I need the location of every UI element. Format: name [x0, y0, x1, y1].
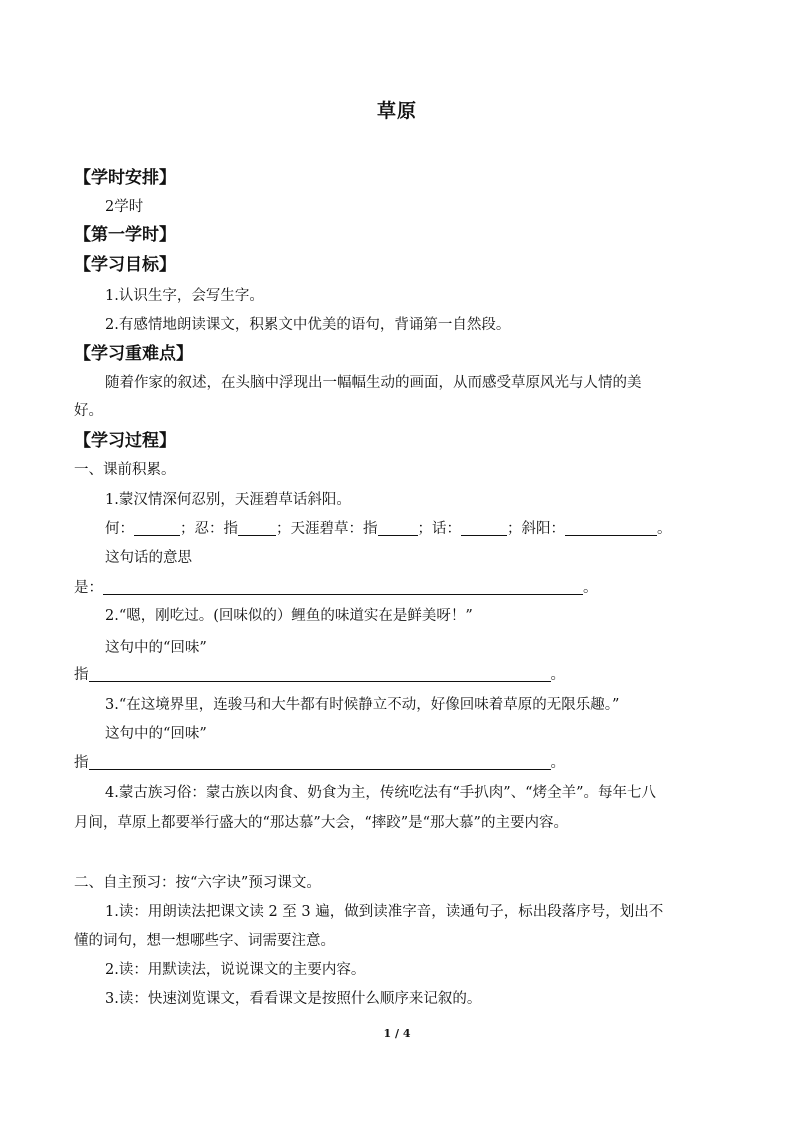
answer-blank[interactable]: [134, 521, 180, 536]
page-number: 1 / 4: [383, 1027, 411, 1040]
answer-blank[interactable]: [238, 521, 276, 536]
question-1-meaning-label: 这句话的意思: [105, 550, 192, 566]
key-heading: 【学习重难点】: [74, 344, 193, 364]
part1-heading: 一、课前积累。: [74, 462, 176, 478]
meaning-prefix: 是：: [74, 580, 103, 596]
process-heading: 【学习过程】: [74, 431, 176, 451]
read-step-2: 2.读：用默读法，说说课文的主要内容。: [105, 962, 366, 978]
blank-end: 。: [657, 521, 672, 537]
answer-blank[interactable]: [89, 755, 551, 770]
answer-prefix: 指: [74, 667, 89, 683]
answer-prefix: 指: [74, 755, 89, 771]
schedule-text: 2学时: [105, 199, 144, 215]
blank-label-he: 何：: [105, 521, 134, 537]
question-3-sub: 这句中的“回味”: [105, 726, 207, 742]
question-1-meaning-line: [74, 576, 598, 597]
schedule-heading: 【学时安排】: [74, 168, 176, 188]
key-text-line-2: 好。: [74, 403, 103, 419]
answer-end: 。: [550, 755, 565, 771]
answer-blank[interactable]: [103, 580, 583, 595]
question-3: 3.“在这境界里，连骏马和大牛都有时候静立不动，好像回味着草原的无限乐趣。”: [105, 697, 620, 713]
blank-label-hua: ；话：: [417, 521, 461, 537]
blank-label-xieyang: ；斜阳：: [507, 521, 565, 537]
question-1: 1.蒙汉情深何忍别，天涯碧草话斜阳。: [105, 492, 351, 508]
document-title: 草原: [376, 100, 417, 122]
meaning-end: 。: [583, 580, 598, 596]
read-step-1-line-1: 1.读：用朗读法把课文读 2 至 3 遍，做到读准字音，读通句子，标出段落序号，划出不: [105, 904, 664, 920]
answer-end: 。: [550, 667, 565, 683]
part2-heading: 二、自主预习：按“六字诀”预习课文。: [74, 875, 321, 891]
question-3-answer-line: [74, 751, 565, 772]
blank-label-tianya: ；天涯碧草：指: [276, 521, 378, 537]
question-2-sub: 这句中的“回味”: [105, 640, 207, 656]
question-2: 2.“嗯，刚吃过。(回味似的）鲤鱼的味道实在是鲜美呀！”: [105, 608, 473, 624]
question-2-answer-line: [74, 663, 565, 684]
answer-blank[interactable]: [461, 521, 507, 536]
key-text-line-1: 随着作家的叙述，在头脑中浮现出一幅幅生动的画面，从而感受草原风光与人情的美: [105, 375, 642, 391]
read-step-3: 3.读：快速浏览课文，看看课文是按照什么顺序来记叙的。: [105, 991, 482, 1007]
answer-blank[interactable]: [378, 521, 418, 536]
question-1-blanks: [105, 517, 672, 538]
first-period-heading: 【第一学时】: [74, 225, 176, 245]
answer-blank[interactable]: [89, 667, 551, 682]
goals-heading: 【学习目标】: [74, 255, 176, 275]
blank-label-ren: ；忍：指: [180, 521, 238, 537]
goal-2: 2.有感情地朗读课文，积累文中优美的语句，背诵第一自然段。: [105, 317, 511, 333]
read-step-1-line-2: 懂的词句，想一想哪些字、词需要注意。: [74, 933, 335, 949]
answer-blank[interactable]: [565, 521, 657, 536]
question-4-line-1: 4.蒙古族习俗：蒙古族以肉食、奶食为主，传统吃法有“手扒肉”、“烤全羊”。每年七八: [105, 785, 656, 801]
question-4-line-2: 月间，草原上都要举行盛大的“那达慕”大会，“摔跤”是“那大慕”的主要内容。: [74, 815, 568, 831]
goal-1: 1.认识生字，会写生字。: [105, 288, 264, 304]
